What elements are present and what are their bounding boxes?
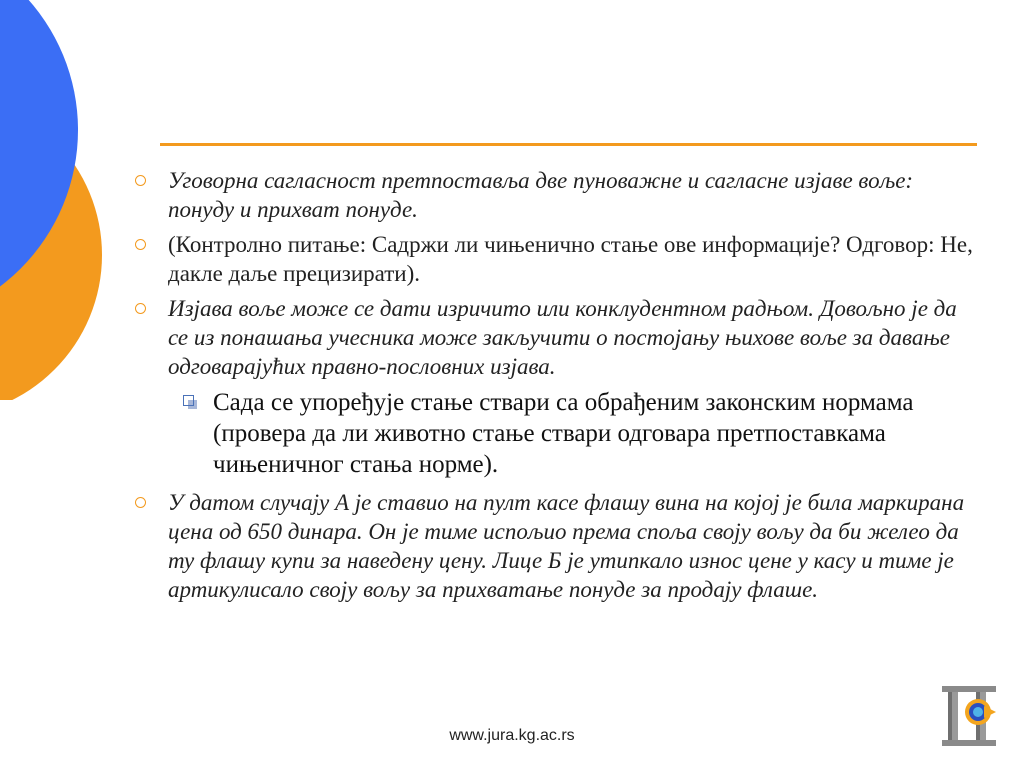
square-bullet-icon xyxy=(183,395,194,406)
decorative-circles xyxy=(0,0,130,400)
list-item xyxy=(130,230,980,288)
bullet-text: Изјава воље може се дати изричито или конклудентном радњом. Довољно је да се из понашања учесника може закључити о постојању њихове воље за давање одговарајућих правно-пословних изјава. xyxy=(168,296,957,379)
sub-list-item xyxy=(130,387,980,480)
circle-bullet-icon xyxy=(135,303,146,314)
circle-bullet-icon xyxy=(135,497,146,508)
list-item xyxy=(130,166,980,224)
footer-url[interactable]: www.jura.kg.ac.rs xyxy=(449,727,575,744)
list-item xyxy=(130,488,980,604)
bullet-text: У датом случају А је ставио на пулт касе флашу вина на којој је била маркирана цена од 650 динара. Он је тиме испољио према споља своју вољу да би желео да ту флашу купи за наведену цену. Лице Б је утипкало износ цене у касу и тиме је артикулисало своју вољу за прихватање понуде за продају флаше. xyxy=(168,490,965,602)
slide-body xyxy=(130,166,980,610)
circle-bullet-icon xyxy=(135,175,146,186)
list-item xyxy=(130,294,980,381)
bullet-text: (Контролно питање: Садржи ли чињенично стање ове информације? Одговор: Не, дакле даље прецизирати). xyxy=(168,232,973,286)
sub-bullet-text: Сада се упоређује стање ствари са обрађеним законским нормама (провера да ли животно стање ствари одговара претпоставкама чињеничног стања норме). xyxy=(213,389,914,478)
circle-bullet-icon xyxy=(135,239,146,250)
bullet-text: Уговорна сагласност претпоставља две пуноважне и сагласне изјаве воље: понуду и прихват понуде. xyxy=(168,168,914,222)
title-divider xyxy=(160,143,977,146)
faculty-logo-icon xyxy=(938,684,1000,748)
